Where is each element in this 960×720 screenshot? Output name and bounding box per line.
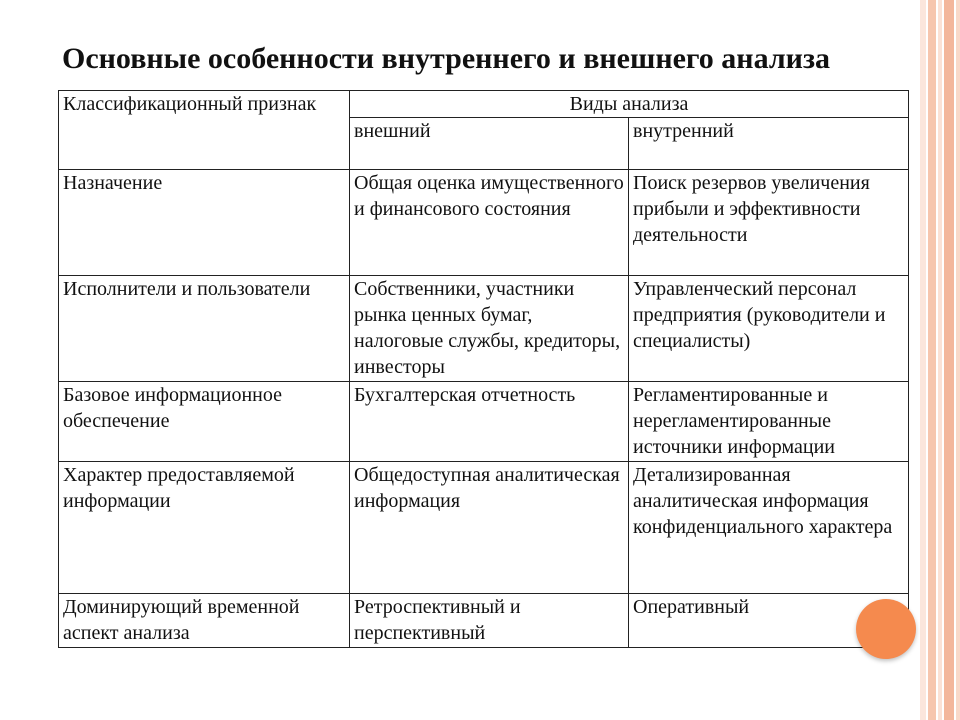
table-row xyxy=(59,276,909,382)
row-external: Собственники, участники рынка ценных бумаг, налоговые службы, кредиторы, инвесторы xyxy=(350,276,629,382)
decorative-stripes xyxy=(920,0,960,720)
decorative-circle xyxy=(856,599,916,659)
page-title: Основные особенности внутреннего и внешнего анализа xyxy=(62,42,831,75)
row-feature: Исполнители и пользователи xyxy=(59,276,350,382)
row-feature: Назначение xyxy=(59,170,350,276)
row-external: Ретроспективный и перспективный xyxy=(350,594,629,648)
row-feature: Характер предоставляемой информации xyxy=(59,462,350,594)
header-analysis-types: Виды анализа xyxy=(350,91,909,118)
row-feature: Базовое информационное обеспечение xyxy=(59,382,350,462)
row-internal: Управленческий персонал предприятия (руководители и специалисты) xyxy=(629,276,909,382)
header-external: внешний xyxy=(350,118,629,170)
header-internal: внутренний xyxy=(629,118,909,170)
analysis-table xyxy=(58,90,909,648)
table-row xyxy=(59,462,909,594)
row-internal: Поиск резервов увеличения прибыли и эффективности деятельности xyxy=(629,170,909,276)
row-external: Общедоступная аналитическая информация xyxy=(350,462,629,594)
table-row xyxy=(59,382,909,462)
row-external: Бухгалтерская отчетность xyxy=(350,382,629,462)
row-feature: Доминирующий временной аспект анализа xyxy=(59,594,350,648)
row-internal: Оперативный xyxy=(629,594,909,648)
table-header-row xyxy=(59,91,909,118)
table-row xyxy=(59,594,909,648)
row-internal: Детализированная аналитическая информация конфиденциального характера xyxy=(629,462,909,594)
header-classification: Классификационный признак xyxy=(59,91,350,170)
row-external: Общая оценка имущественного и финансового состояния xyxy=(350,170,629,276)
table-row xyxy=(59,170,909,276)
row-internal: Регламентированные и нерегламентированные источники информации xyxy=(629,382,909,462)
